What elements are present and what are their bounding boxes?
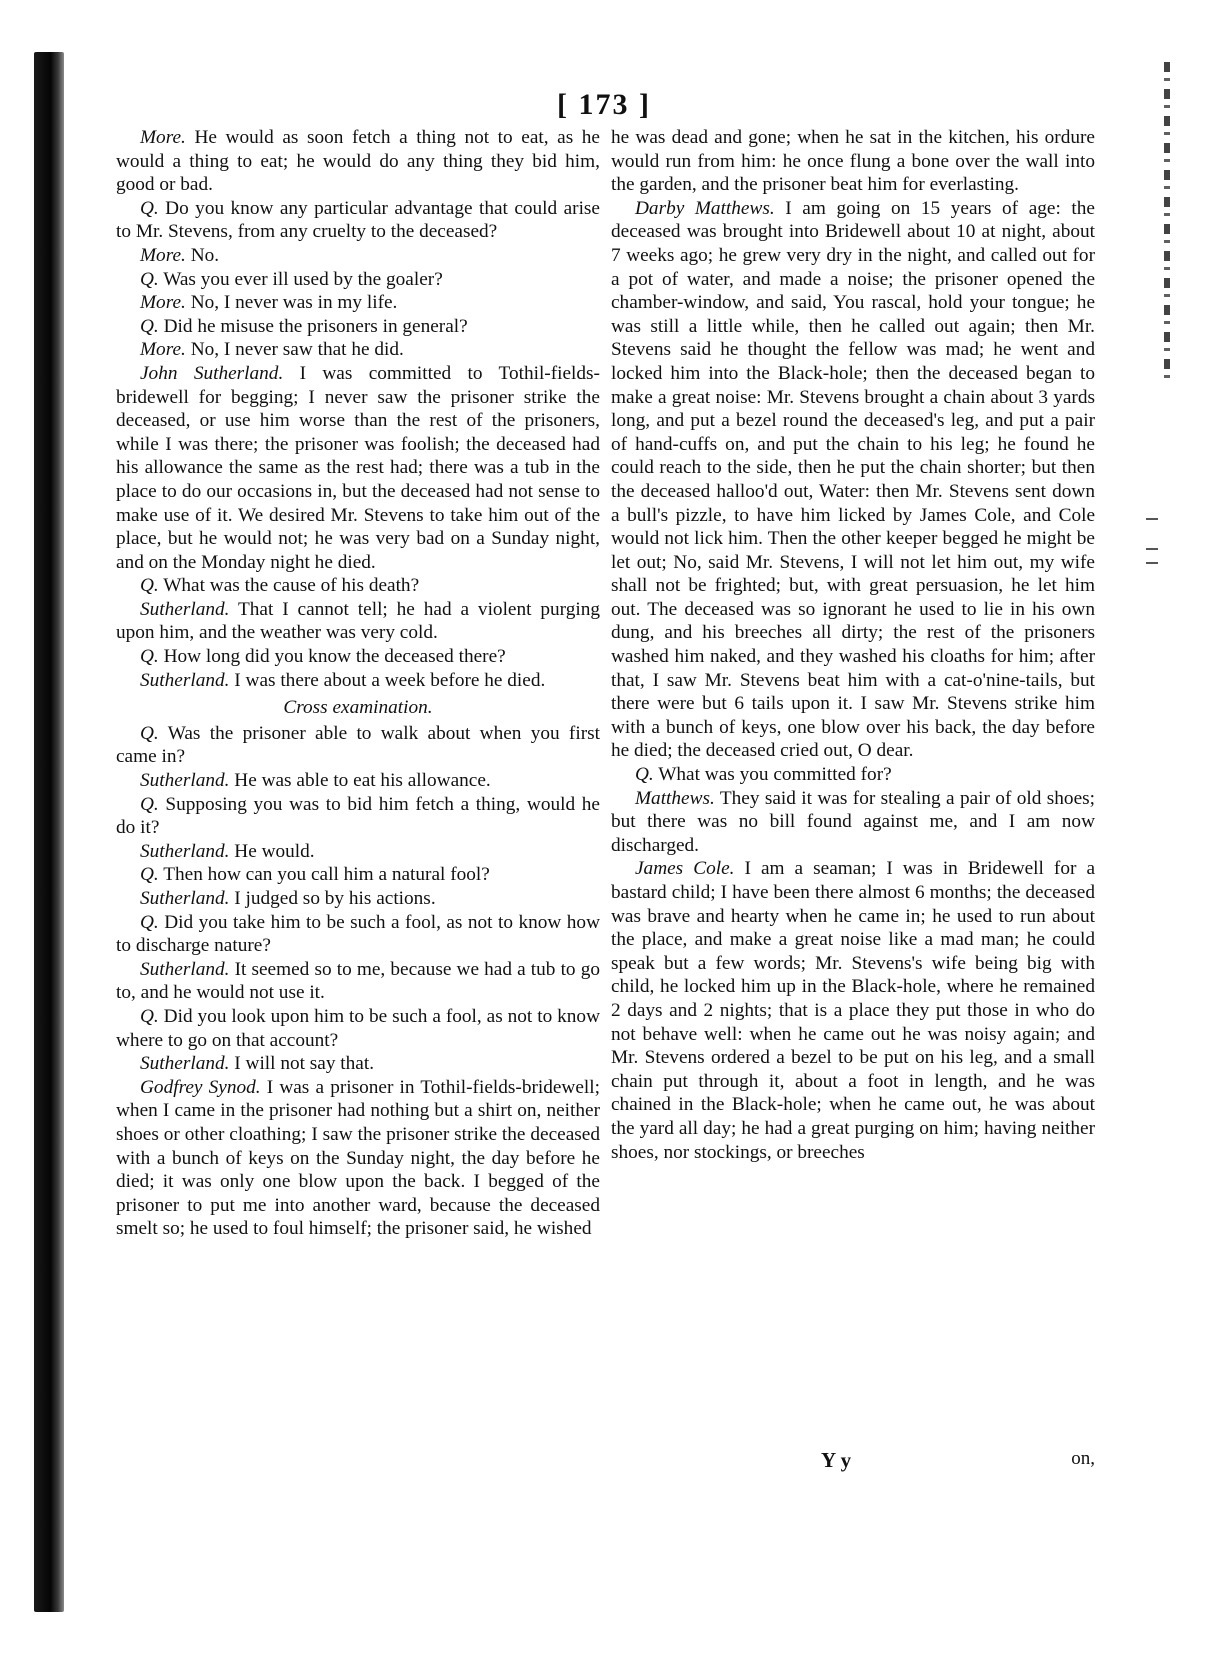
speaker-name: Q. [140,268,159,290]
testimony-text: No, I never was in my life. [185,292,398,314]
testimony-text: He would as soon fetch a thing not to eat, as he would a thing to eat; he would do any thing they bid him, good or bad. [116,127,600,196]
speaker-name: Sutherland. [140,888,230,909]
speaker-name: Sutherland. [140,958,230,980]
testimony-text: They said it was for stealing a pair of old shoes; but there was no bill found against me, and I am now discharged. [611,787,1095,856]
testimony-paragraph [116,598,600,645]
speaker-name: John Sutherland. [140,362,284,384]
speaker-name: Sutherland. [140,770,230,792]
testimony-paragraph [116,362,600,574]
speaker-name: Q. [140,646,159,668]
speaker-name: Q. [140,864,159,886]
speaker-name: Godfrey Synod. [140,1076,261,1098]
testimony-text: No. [185,244,220,266]
page-number: [ 173 ] [557,88,651,121]
speaker-name: Q. [140,793,159,815]
testimony-text: Then how can you call him a natural fool? [158,864,490,886]
testimony-text: Was the prisoner able to walk about when you first came in? [116,722,600,768]
testimony-text: I was committed to Tothil-fields-bridewell for begging; I never saw the prisoner strike the deceased, or use him worse than the rest of the prisoners, while I was there; the prisoner was foolish; the deceased had his allowance the same as the rest had; there was a tub in the place to do our occasions in, but the deceased had not sense to make use of it. We desired Mr. Stevens to take him out of the place, but he would not; he was very bad on a Sunday night, and on the Monday night he died. [116,362,600,573]
testimony-paragraph [116,1005,600,1052]
speaker-name: James Cole. [635,858,735,880]
testimony-text: That I cannot tell; he had a violent purging upon him, and the weather was very cold. [116,598,600,644]
speaker-name: Sutherland. [140,1053,230,1075]
testimony-text: I was a prisoner in Tothil-fields-bridewell; when I came in the prisoner had nothing but a shirt on, neither shoes or other cloathing; I saw the prisoner strike the deceased with a bunch of keys on the Sunday night, the day before he died; it was only one blow upon the back. I begged of the prisoner to put me into another ward, because the deceased smelt so; he used to foul himself; the prisoner said, he wished [116,1076,600,1240]
testimony-paragraph [116,669,600,693]
testimony-paragraph [116,1076,600,1241]
edge-dash [1146,562,1158,564]
edge-dash [1146,518,1158,520]
testimony-paragraph [116,887,600,911]
speaker-name: Darby Matthews. [635,197,775,219]
speaker-name: Q. [140,575,159,597]
right-column [611,126,1095,1164]
testimony-paragraph [611,126,1095,197]
testimony-text: He would. [229,840,315,862]
testimony-paragraph [116,769,600,793]
testimony-text: He was able to eat his allowance. [229,770,491,792]
testimony-paragraph [611,857,1095,1164]
testimony-paragraph [116,126,600,197]
testimony-text: I am a seaman; I was in Bridewell for a bastard child; I have been there almost 6 months; the deceased was brave and hearty when he came in; he used to run about the place, and make a great noise like a mad man; he could speak but a few words; Mr. Stevens's wife being big with child, he locked him up in the Black-hole, where he remained 2 days and 2 nights; that is a place they put those in who do not behave well: when he came out he was noisy again; and Mr. Stevens ordered a bezel to be put on his leg, and a small chain put through it, about a foot in length, and he was chained in the Black-hole; when he came out, he was about the yard all day; he had a great purging on him; having neither shoes, nor stockings, or breeches [611,858,1096,1163]
speaker-name: Q. [140,911,159,933]
testimony-text: Supposing you was to bid him fetch a thing, would he do it? [116,793,600,839]
edge-dash [1146,548,1158,550]
testimony-paragraph [116,291,600,315]
testimony-paragraph [116,722,600,769]
catchword: on, [1071,1448,1095,1469]
speaker-name: More. [140,244,186,266]
testimony-paragraph [116,793,600,840]
speaker-name: Sutherland. [140,669,230,691]
testimony-text: What was you committed for? [653,764,892,786]
testimony-text: How long did you know the deceased there? [158,646,506,668]
testimony-paragraph [116,958,600,1005]
testimony-text: he was dead and gone; when he sat in the kitchen, his ordure would run from him: he once flung a bone over the wall into the garden, and the prisoner beat him for everlasting. [611,127,1095,196]
left-column [116,126,600,1241]
testimony-text: Did you look upon him to be such a fool, as not to know where to go on that account? [116,1005,600,1051]
testimony-text: Do you know any particular advantage that could arise to Mr. Stevens, from any cruelty to the deceased? [116,197,600,243]
testimony-text: Did he misuse the prisoners in general? [158,315,468,337]
testimony-paragraph [116,244,600,268]
testimony-paragraph [116,268,600,292]
testimony-paragraph [611,763,1095,787]
speaker-name: Q. [140,722,159,744]
testimony-paragraph [116,840,600,864]
speaker-name: More. [140,292,186,314]
speaker-name: Q. [140,197,159,219]
testimony-text: I was there about a week before he died. [229,669,546,691]
testimony-paragraph [116,645,600,669]
testimony-text: I judged so by his actions. [229,888,436,909]
testimony-paragraph [116,197,600,244]
speaker-name: More. [140,127,186,148]
testimony-text: I am going on 15 years of age: the deceased was brought into Bridewell about 10 at night, about 7 weeks ago; he grew very dry in the night, and called out for a pot of water, and made a noise; the prisoner opened the chamber-window, and said, You rascal, hold your tongue; he was still a little while, then he called out again; then Mr. Stevens said he thought the fellow was mad; he went and locked him into the Black-hole; then the deceased began to make a great noise: Mr. Stevens brought a chain about 3 yards long, and put a bezel round the deceased's leg, and put a pair of hand-cuffs on, and put the chain to his leg; he found he could reach to the side, then he put the chain shorter; but then the deceased halloo'd out, Water: then Mr. Stevens sent down a bull's pizzle, to have him licked by James Cole, and Cole would not lick him. Then the other keeper begged he might be let out; No, said Mr. Stevens, I will not let him out, my wife shall not be frighted; but, with great persuasion, he let him out. The deceased was so ignorant he used to lie in his own dung, and his breeches all dirty; the rest of the prisoners washed him naked, and they washed his cloaths for him; after that, I saw Mr. Stevens beat him with a cat-o'nine-tails, but there were but 6 tails upon it. I saw Mr. Stevens strike him with a bunch of keys, one blow over his back, the day before he died; the deceased cried out, O dear. [611,197,1095,762]
book-spine-shadow [34,52,64,1612]
speaker-name: Sutherland. [140,598,230,620]
testimony-paragraph [611,197,1095,763]
signature-mark: Y y [821,1448,852,1472]
testimony-paragraph [116,574,600,598]
speaker-name: More. [140,339,186,361]
testimony-text: Did you take him to be such a fool, as not to know how to discharge nature? [116,911,600,957]
testimony-paragraph [611,787,1095,858]
testimony-paragraph [116,863,600,887]
testimony-paragraph [116,911,600,958]
testimony-text: Was you ever ill used by the goaler? [158,268,443,290]
speaker-name: Q. [140,1005,159,1027]
testimony-text: What was the cause of his death? [158,575,420,597]
section-heading: Cross examination. [283,697,433,719]
testimony-paragraph [116,1052,600,1076]
speaker-name: Matthews. [635,787,715,809]
testimony-text: I will not say that. [229,1053,375,1075]
testimony-text: No, I never saw that he did. [185,339,404,361]
speaker-name: Q. [140,315,159,337]
testimony-paragraph [116,315,600,339]
testimony-paragraph [116,338,600,362]
speaker-name: Q. [635,764,654,786]
testimony-text: It seemed so to me, because we had a tub to go to, and he would not use it. [116,958,600,1004]
speaker-name: Sutherland. [140,840,230,862]
